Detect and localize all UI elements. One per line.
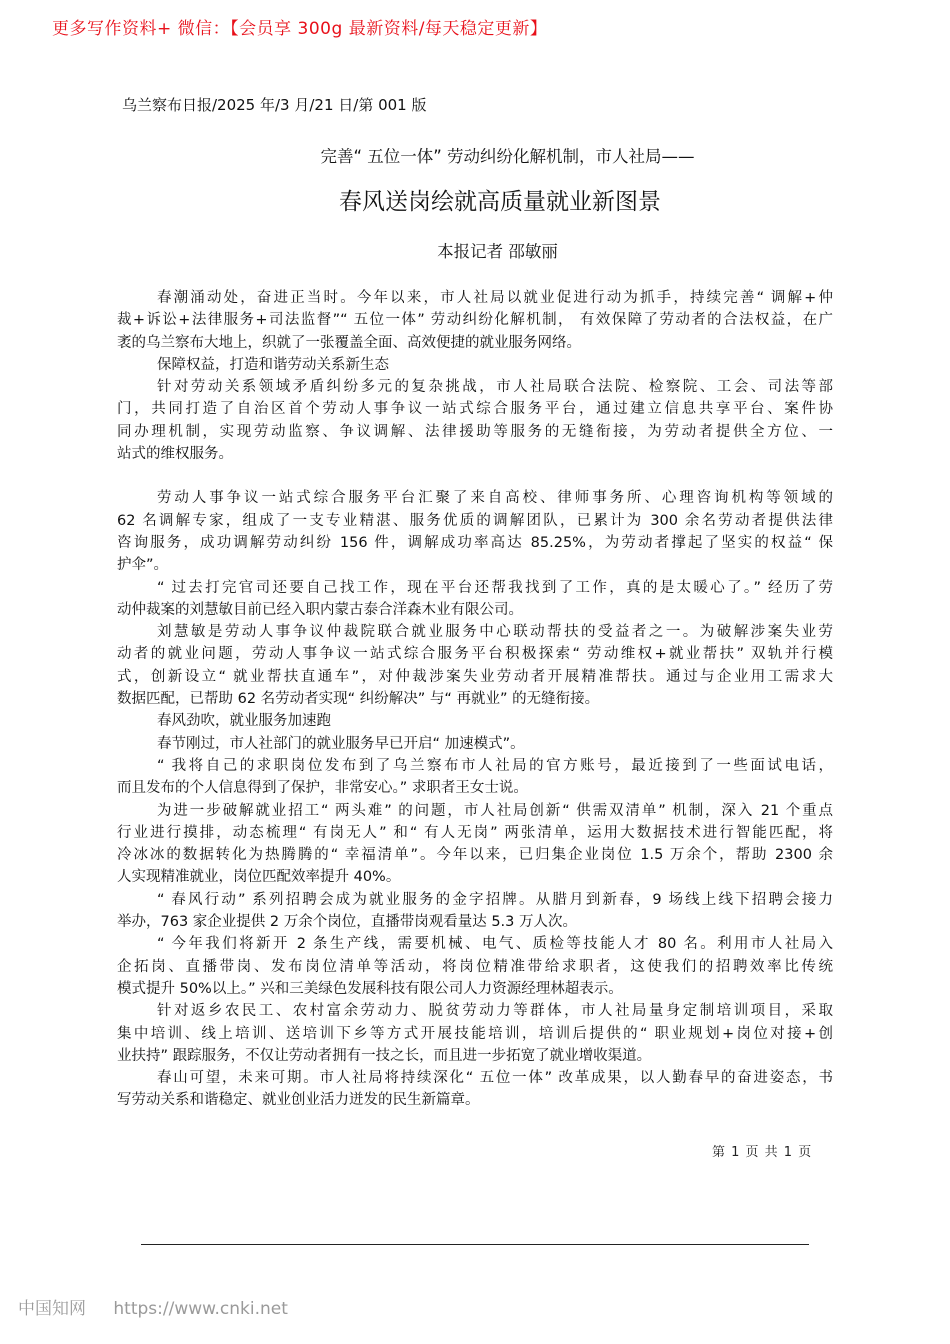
paragraph-line: 春节刚过，市人社部门的就业服务早已开启“ 加速模式”。 (157, 735, 525, 752)
paragraph-line: 动者的就业问题，劳动人事争议一站式综合服务平台积极探索“ 劳动维权+就业帮扶” 双轨并行模 (117, 646, 833, 663)
article-kicker: 完善“ 五位一体” 劳动纠纷化解机制，市人社局—— (320, 147, 695, 166)
paragraph-line: 62 名调解专家，组成了一支专业精湛、服务优质的调解团队，已累计为 300 余名劳动者提供法律 (117, 512, 833, 529)
paragraph-line: 人实现精准就业，岗位匹配效率提升 40%。 (117, 869, 401, 886)
paragraph-line: 门，共同打造了自治区首个劳动人事争议一站式综合服务平台，通过建立信息共享平台、案件协 (117, 401, 833, 418)
paragraph-line: 冷冰冰的数据转化为热腾腾的“ 幸福清单”。今年以来，已归集企业岗位 1.5 万余个，帮助 2300 余 (117, 847, 833, 864)
article-paragraph (117, 1000, 833, 1067)
paragraph-line: 数据匹配，已帮助 62 名劳动者实现“ 纠纷解决” 与“ 再就业” 的无缝衔接。 (117, 691, 600, 708)
divider (141, 1244, 809, 1245)
paragraph-line: 春风劲吹，就业服务加速跑 (157, 713, 331, 730)
article-paragraph (117, 889, 833, 934)
footer-site-url: https://www.cnki.net (113, 1299, 288, 1319)
paragraph-line: 同办理机制，实现劳动监察、争议调解、法律援助等服务的无缝衔接，为劳动者提供全方位、一 (117, 423, 833, 440)
article-paragraph (117, 1067, 833, 1112)
paragraph-line: “ 我将自己的求职岗位发布到了乌兰察布市人社局的官方账号，最近接到了一些面试电话， (157, 757, 833, 774)
paragraph-line: 站式的维权服务。 (117, 446, 233, 463)
article-paragraph (117, 933, 833, 1000)
paragraph-line: 模式提升 50%以上。” 兴和三美绿色发展科技有限公司人力资源经理林超表示。 (117, 980, 623, 997)
paragraph-line: 业扶持” 跟踪服务，不仅让劳动者拥有一技之长，而且进一步拓宽了就业增收渠道。 (117, 1047, 652, 1064)
paragraph-line: 写劳动关系和谐稳定、就业创业活力迸发的民生新篇章。 (117, 1092, 480, 1109)
paragraph-line: 而且发布的个人信息得到了保护，非常安心。” 求职者王女士说。 (117, 780, 528, 797)
article-body (117, 287, 833, 1112)
paragraph-line: 裁+诉讼+法律服务+司法监督”“ 五位一体” 劳动纠纷化解机制， 有效保障了劳动者的合法权益，在广 (117, 312, 833, 329)
article-paragraph (117, 577, 833, 622)
paragraph-line: 咨询服务，成功调解劳动纠纷 156 件，调解成功率高达 85.25%，为劳动者撑起了坚实的权益“ 保 (117, 534, 833, 551)
article-paragraph (117, 354, 833, 376)
paragraph-line: 春山可望，未来可期。市人社局将持续深化“ 五位一体” 改革成果，以人勤春早的奋进姿态，书 (157, 1070, 833, 1087)
article-paragraph (117, 287, 833, 354)
article-paragraph (117, 621, 833, 710)
article-paragraph (117, 487, 833, 576)
paragraph-line: 护伞”。 (117, 557, 169, 574)
promo-banner: 更多写作资料+ 微信：【会员享 300g 最新资料/每天稳定更新】 (52, 19, 548, 39)
footer-watermark (18, 1294, 288, 1319)
paragraph-line: 集中培训、线上培训、送培训下乡等方式开展技能培训，培训后提供的“ 职业规划+岗位对接+创 (117, 1025, 833, 1042)
paragraph-line: “ 春风行动” 系列招聘会成为就业服务的金字招牌。从腊月到新春，9 场线上线下招聘会接力 (157, 891, 833, 908)
paragraph-line: 劳动人事争议一站式综合服务平台汇聚了来自高校、律师事务所、心理咨询机构等领域的 (157, 490, 833, 507)
paragraph-line: 针对返乡农民工、农村富余劳动力、脱贫劳动力等群体，市人社局量身定制培训项目，采取 (157, 1003, 833, 1020)
article-paragraph (117, 710, 833, 732)
paragraph-line: “ 今年我们将新开 2 条生产线，需要机械、电气、质检等技能人才 80 名。利用市人社局入 (157, 936, 833, 953)
footer-site-name: 中国知网 (18, 1299, 86, 1319)
paragraph-line: 为进一步破解就业招工“ 两头难” 的问题，市人社局创新“ 供需双清单” 机制，深入 21 个重点 (157, 802, 833, 819)
paragraph-line: 刘慧敏是劳动人事争议仲裁院联合就业服务中心联动帮扶的受益者之一。为破解涉案失业劳 (157, 624, 833, 641)
page-number: 第 1 页 共 1 页 (712, 1145, 813, 1160)
article-headline: 春风送岗绘就高质量就业新图景 (339, 189, 661, 215)
paragraph-line: 针对劳动关系领域矛盾纠纷多元的复杂挑战，市人社局联合法院、检察院、工会、司法等部 (157, 379, 833, 396)
paragraph-line: 春潮涌动处，奋进正当时。今年以来，市人社局以就业促进行动为抓手，持续完善“ 调解+仲 (157, 290, 833, 306)
paragraph-line: 企拓岗、直播带岗、发布岗位清单等活动，将岗位精准带给求职者，这使我们的招聘效率比传统 (117, 958, 833, 975)
article-paragraph (117, 376, 833, 465)
dateline: 乌兰察布日报/2025 年/3 月/21 日/第 001 版 (122, 96, 427, 114)
article-paragraph (117, 755, 833, 800)
paragraph-line: 行业进行摸排，动态梳理“ 有岗无人” 和“ 有人无岗” 两张清单，运用大数据技术进行智能匹配，将 (117, 824, 833, 841)
byline: 本报记者 邵敏丽 (437, 242, 558, 261)
paragraph-line: 举办，763 家企业提供 2 万余个岗位，直播带岗观看量达 5.3 万人次。 (117, 914, 578, 931)
paragraph-line: “ 过去打完官司还要自己找工作，现在平台还帮我找到了工作，真的是太暖心了。” 经历了劳 (157, 579, 833, 596)
paragraph-line: 式，创新设立“ 就业帮扶直通车”，对仲裁涉案失业劳动者开展精准帮扶。通过与企业用工需求大 (117, 668, 833, 685)
article-paragraph (117, 733, 833, 755)
paragraph-line: 袤的乌兰察布大地上，织就了一张覆盖全面、高效便捷的就业服务网络。 (117, 334, 581, 351)
paragraph-spacer (117, 465, 833, 487)
paragraph-line: 保障权益，打造和谐劳动关系新生态 (157, 356, 389, 373)
paragraph-line: 动仲裁案的刘慧敏目前已经入职内蒙古泰合洋森木业有限公司。 (117, 601, 523, 618)
article-paragraph (117, 800, 833, 889)
